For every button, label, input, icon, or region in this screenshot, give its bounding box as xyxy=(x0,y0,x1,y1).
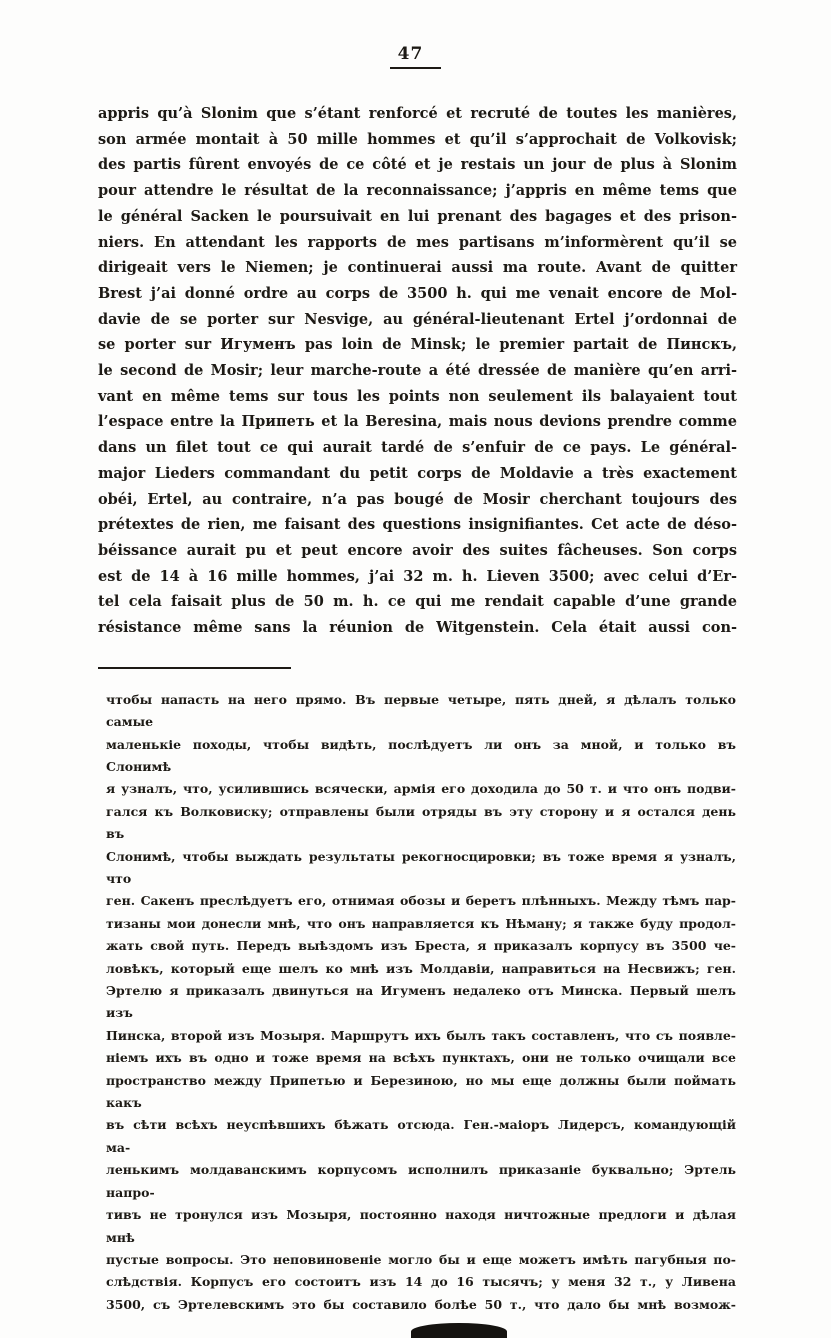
text-line: въ сѣти всѣхъ неуспѣвшихъ бѣжать отсюда. Ген.-маіоръ Лидерсъ, командующій ма- xyxy=(106,1117,736,1155)
text-line: чтобы напасть на него прямо. Въ первые четыре, пять дней, я дѣлалъ только самые xyxy=(106,691,736,730)
tailpiece-ornament-icon xyxy=(411,1323,507,1338)
text-line: гался къ Волковиску; отправлены были отряды въ эту сторону и я остался день въ xyxy=(106,803,736,842)
text-line: dirigeait vers le Niemen; je continuerai aussi ma route. Avant de quitter xyxy=(98,259,737,277)
text-line: ленькимъ молдаванскимъ корпусомъ исполнилъ приказаніе буквально; Эртель напро- xyxy=(106,1162,736,1200)
page-number: 47 xyxy=(390,44,442,69)
text-line: pour attendre le résultat de la reconnaissance; j’appris en même tems que xyxy=(98,182,737,200)
text-line: est de 14 à 16 mille hommes, j’ai 32 m. h. Lieven 3500; avec celui d’Er- xyxy=(98,567,737,585)
text-line: major Lieders commandant du petit corps de Moldavie a très exactement xyxy=(98,464,737,482)
main-text-french xyxy=(98,101,737,641)
text-line: tel cela faisait plus de 50 m. h. ce qui me rendait capable d’une grande xyxy=(98,593,737,611)
text-line: пространство между Припетью и Березиною, но мы еще должны были поймать какъ xyxy=(106,1072,736,1111)
text-line: vant en même tems sur tous les points non seulement ils balayaient tout xyxy=(98,387,737,405)
text-line: dans un filet tout ce qui aurait tardé de s’enfuir de ce pays. Le général- xyxy=(98,439,737,457)
text-line: résistance même sans la réunion de Witgenstein. Cela était aussi con- xyxy=(98,619,737,637)
text-line: prétextes de rien, me faisant des questions insignifiantes. Cet acte de déso- xyxy=(98,516,737,534)
text-line: l’espace entre la Припеть et la Beresina, mais nous devions prendre comme xyxy=(98,413,737,431)
footnote-text-russian xyxy=(106,689,736,1316)
text-line: маленькіе походы, чтобы видѣть, послѣдуетъ ли онъ за мной, и только въ Слонимѣ xyxy=(106,736,736,774)
text-line: Эртелю я приказалъ двинуться на Игуменъ недалеко отъ Минска. Первый шелъ изъ xyxy=(106,983,736,1021)
text-line: жать свой путь. Передъ выѣздомъ изъ Бреста, я приказалъ корпусу въ 3500 че- xyxy=(106,938,736,954)
text-line: des partis fûrent envoyés de ce côté et je restais un jour de plus à Slonim xyxy=(98,156,737,174)
text-line: béissance aurait pu et peut encore avoir des suites fâcheuses. Son corps xyxy=(98,541,737,559)
text-line: пустые вопросы. Это неповиновеніе могло бы и еще можетъ имѣть пагубныя по- xyxy=(106,1251,736,1267)
text-line: ген. Сакенъ преслѣдуетъ его, отнимая обозы и беретъ плѣнныхъ. Между тѣмъ пар- xyxy=(106,893,736,909)
text-line: son armée montait à 50 mille hommes et qu’il s’approchait de Volkovisk; xyxy=(98,130,737,148)
text-line: le second de Mosir; leur marche-route a été dressée de manière qu’en arri- xyxy=(98,362,737,380)
text-line: obéi, Ertel, au contraire, n’a pas bougé de Mosir cherchant toujours des xyxy=(98,490,737,508)
text-line: Brest j’ai donné ordre au corps de 3500 h. qui me venait encore de Mol- xyxy=(98,284,737,302)
text-line: niers. En attendant les rapports de mes partisans m’informèrent qu’il se xyxy=(98,233,737,251)
footnote-separator xyxy=(98,667,291,669)
text-line: appris qu’à Slonim que s’étant renforcé et recruté de toutes les manières, xyxy=(98,105,737,122)
text-line: тивъ не тронулся изъ Мозыря, постоянно находя ничтожные предлоги и дѣлая мнѣ xyxy=(106,1207,736,1245)
text-line: я узналъ, что, усилившись всячески, армія его доходила до 50 т. и что онъ подви- xyxy=(106,781,736,797)
text-line: тизаны мои донесли мнѣ, что онъ направляется къ Нѣману; я также буду продол- xyxy=(106,915,736,931)
text-line: davie de se porter sur Nesvige, au général-lieutenant Ertel j’ordonnai de xyxy=(98,310,737,328)
text-line: Слонимѣ, чтобы выждать результаты рекогносцировки; въ тоже время я узналъ, что xyxy=(106,848,736,887)
text-line: ловѣкъ, который еще шелъ ко мнѣ изъ Молдавіи, направиться на Несвижъ; ген. xyxy=(106,960,736,976)
text-line: слѣдствія. Корпусъ его состоитъ изъ 14 до 16 тысячъ; у меня 32 т., у Ливена xyxy=(106,1274,736,1290)
page-header xyxy=(0,0,831,69)
text-line: ніемъ ихъ въ одно и тоже время на всѣхъ пунктахъ, они не только очищали все xyxy=(106,1050,736,1066)
text-line: se porter sur Игуменъ pas loin de Minsk; le premier partait de Пинскъ, xyxy=(98,336,737,354)
text-line: Пинска, второй изъ Мозыря. Маршрутъ ихъ былъ такъ составленъ, что съ появле- xyxy=(106,1027,736,1043)
text-line: le général Sacken le poursuivait en lui prenant des bagages et des prison- xyxy=(98,207,737,225)
text-line: 3500, съ Эртелевскимъ это бы составило болѣе 50 т., что дало бы мнѣ возмож- xyxy=(106,1296,736,1312)
